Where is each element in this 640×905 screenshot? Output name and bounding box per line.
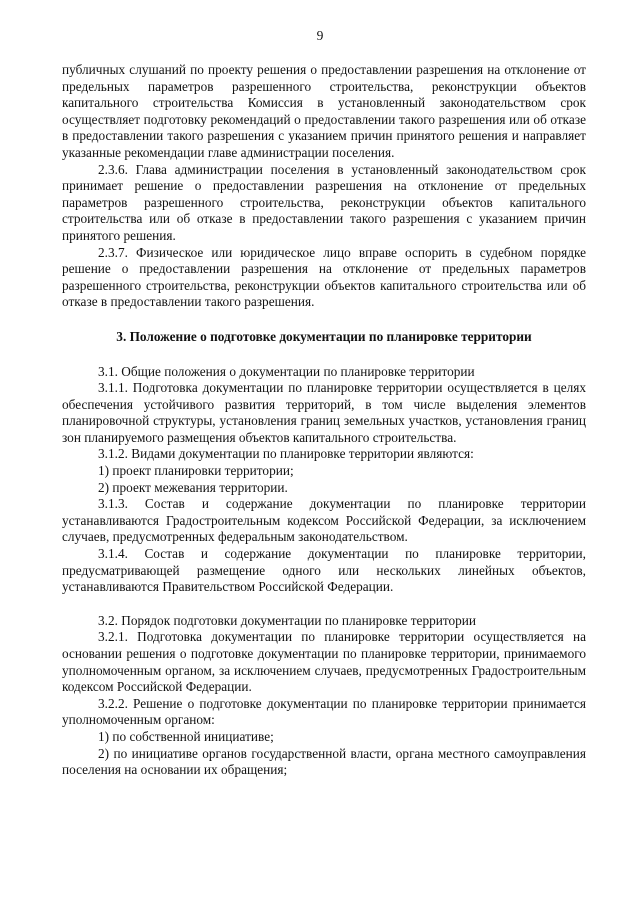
- paragraph-3-1-1: 3.1.1. Подготовка документации по планировке территории осуществляется в целях обеспечения устойчивого развития территорий, в том числе выделения элементов планировочной структуры, установления границ земельных участков, установления границ зон планируемого размещения объектов капитального строительства.: [62, 380, 586, 445]
- paragraph-3-1: 3.1. Общие положения о документации по планировке территории: [98, 363, 475, 379]
- list-item-3-2-2-1: 1) по собственной инициативе;: [98, 728, 274, 744]
- paragraph-3-2-1: 3.2.1. Подготовка документации по планировке территории осуществляется на основании решения о подготовке документации по планировке территории, принимаемого уполномоченным органом, за исключением случаев, предусмотренных Градостроительным кодексом Российской Федерации.: [62, 629, 586, 695]
- paragraph-3-1-2: 3.1.2. Видами документации по планировке территории являются:: [98, 446, 474, 462]
- list-item-3-2-2-2: 2) по инициативе органов государственной власти, органа местного самоуправления поселения на основании их обращения;: [62, 745, 586, 778]
- paragraph-3-2: 3.2. Порядок подготовки документации по планировке территории: [98, 612, 477, 628]
- paragraph-3-1-3: 3.1.3. Состав и содержание документации по планировке территории устанавливаются Градостроительным кодексом Российской Федерации, за исключением случаев, предусмотренных федеральным законодательством.: [62, 496, 586, 545]
- list-item-3-1-2-2: 2) проект межевания территории.: [98, 479, 288, 495]
- paragraph-2-3-6: 2.3.6. Глава администрации поселения в установленный законодательством срок принимает решение о предоставлении разрешения на отклонение от предельных параметров разрешенного строительства, реконструкции объектов капитального строительства или об отказе в предоставлении такого разрешения с указанием причин принятого решения.: [62, 161, 586, 243]
- section-3-heading: 3. Положение о подготовке документации по планировке территории: [116, 328, 532, 344]
- paragraph-3-1-4: 3.1.4. Состав и содержание документации по планировке территории, предусматривающей размещение одного или нескольких линейных объектов, устанавливаются Правительством Российской Федерации.: [62, 546, 586, 595]
- paragraph-3-2-2: 3.2.2. Решение о подготовке документации по планировке территории принимается уполномоченным органом:: [62, 695, 586, 728]
- document-body: [62, 62, 586, 779]
- spacer: [62, 596, 586, 613]
- paragraph-2-3-5-tail: публичных слушаний по проекту решения о предоставлении разрешения на отклонение от предельных параметров разрешенного строительства, реконструкции объектов капитального строительства Комиссия в установленный законодательством срок осуществляет подготовку рекомендаций о предоставлении такого разрешения или об отказе в предоставлении такого разрешения с указанием причин принятого решения и направляет указанные рекомендации главе администрации поселения.: [62, 62, 586, 160]
- paragraph-2-3-7: 2.3.7. Физическое или юридическое лицо вправе оспорить в судебном порядке решение о предоставлении разрешения на отклонение от предельных параметров разрешенного строительства, реконструкции объектов капитального строительства или об отказе в предоставлении такого разрешения.: [62, 244, 586, 310]
- page-number: 9: [316, 28, 324, 43]
- list-item-3-1-2-1: 1) проект планировки территории;: [98, 463, 294, 479]
